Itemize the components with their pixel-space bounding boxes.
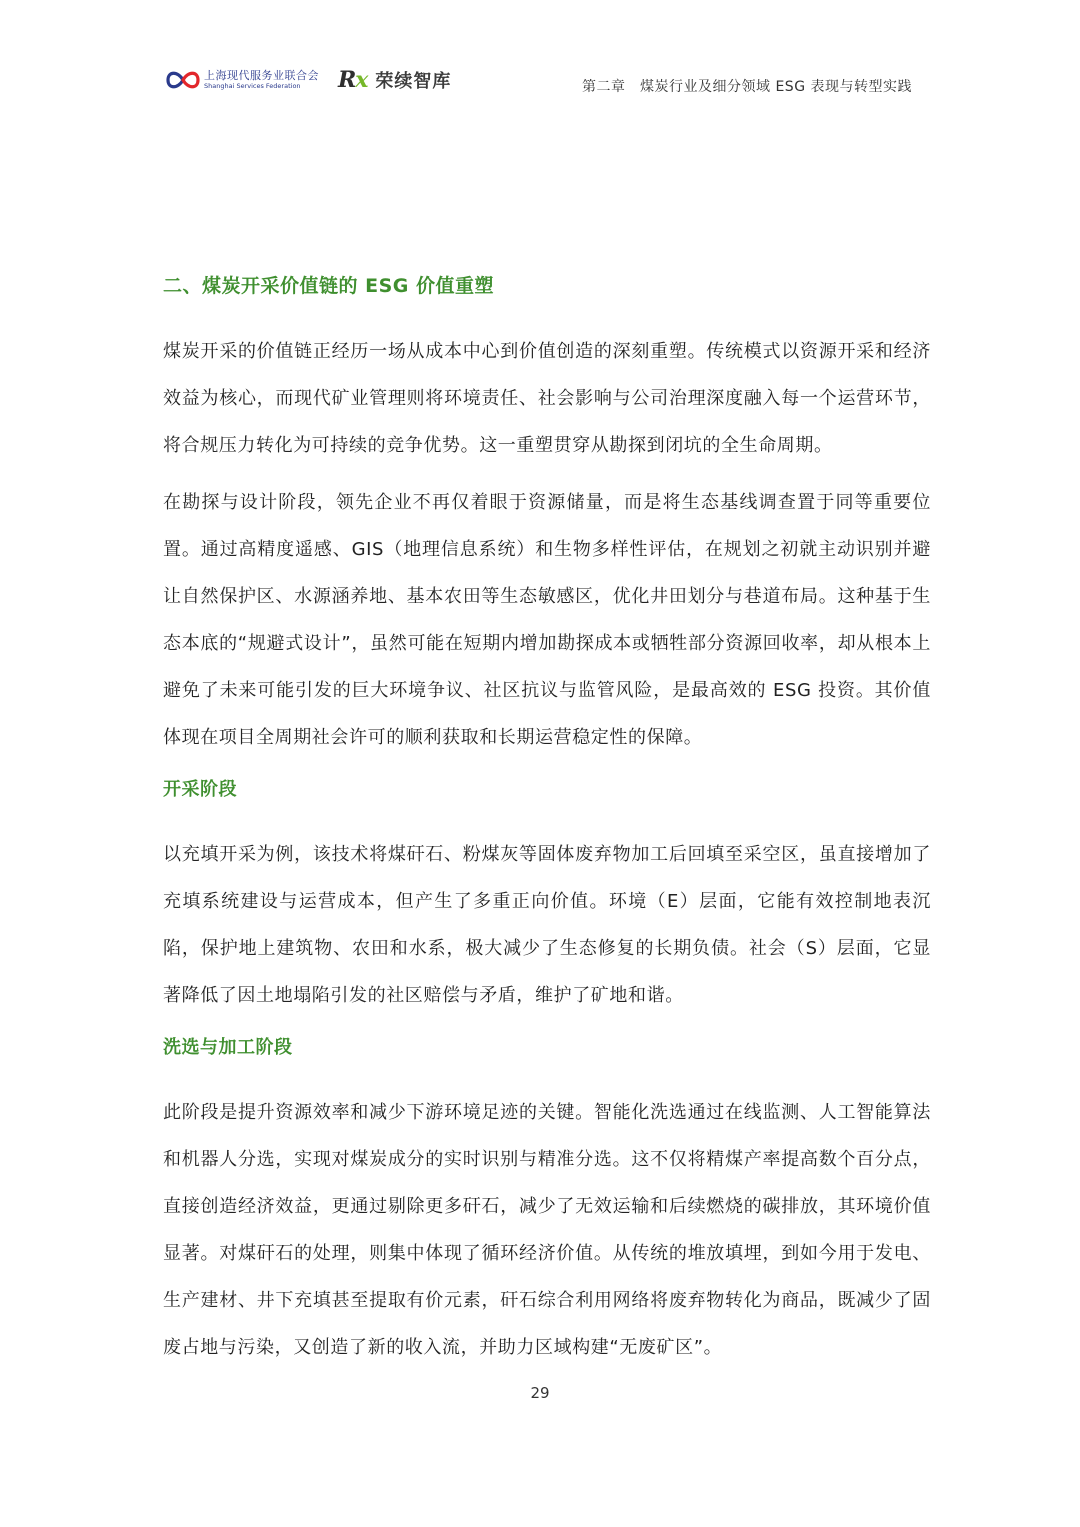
rongxu-logo: [338, 64, 451, 96]
ssf-name-cn: 上海现代服务业联合会: [204, 69, 319, 82]
chapter-title: 第二章 煤炭行业及细分领域 ESG 表现与转型实践: [582, 79, 912, 95]
mining-stage-heading: 开采阶段: [163, 779, 237, 800]
processing-stage-heading: 洗选与加工阶段: [163, 1037, 293, 1058]
intro-paragraph: 煤炭开采的价值链正经历一场从成本中心到价值创造的深刻重塑。传统模式以资源开采和经济效益为核心，而现代矿业管理则将环境责任、社会影响与公司治理深度融入每一个运营环节，将合规压力转化为可持续的竞争优势。这一重塑贯穿从勘探到闭坑的全生命周期。: [163, 341, 931, 456]
rx-logo-icon: Rx: [338, 67, 368, 93]
page-content: [163, 270, 931, 1371]
mining-paragraph: 以充填开采为例，该技术将煤矸石、粉煤灰等固体废弃物加工后回填至采空区，虽直接增加了充填系统建设与运营成本，但产生了多重正向价值。环境（E）层面，它能有效控制地表沉陷，保护地上建筑物、农田和水系，极大减少了生态修复的长期负债。社会（S）层面，它显著降低了因土地塌陷引发的社区赔偿与矛盾，维护了矿地和谐。: [163, 844, 931, 1006]
exploration-paragraph: 在勘探与设计阶段，领先企业不再仅着眼于资源储量，而是将生态基线调查置于同等重要位置。通过高精度遥感、GIS（地理信息系统）和生物多样性评估，在规划之初就主动识别并避让自然保护区、水源涵养地、基本农田等生态敏感区，优化井田划分与巷道布局。这种基于生态本底的“规避式设计”，虽然可能在短期内增加勘探成本或牺牲部分资源回收率，却从根本上避免了未来可能引发的巨大环境争议、社区抗议与监管风险，是最高效的 ESG 投资。其价值体现在项目全周期社会许可的顺利获取和长期运营稳定性的保障。: [163, 492, 931, 748]
ssf-name-en: Shanghai Services Federation: [204, 82, 301, 90]
page-header: [166, 62, 912, 98]
page-number: 29: [530, 1384, 550, 1402]
section-heading: 二、煤炭开采价值链的 ESG 价值重塑: [163, 275, 494, 297]
ssf-logo: [166, 64, 319, 96]
ssf-logo-icon: [166, 67, 200, 93]
processing-paragraph: 此阶段是提升资源效率和减少下游环境足迹的关键。智能化洗选通过在线监测、人工智能算法和机器人分选，实现对煤炭成分的实时识别与精准分选。这不仅将精煤产率提高数个百分点，直接创造经济效益，更通过剔除更多矸石，减少了无效运输和后续燃烧的碳排放，其环境价值显著。对煤矸石的处理，则集中体现了循环经济价值。从传统的堆放填埋，到如今用于发电、生产建材、井下充填甚至提取有价元素，矸石综合利用网络将废弃物转化为商品，既减少了固废占地与污染，又创造了新的收入流，并助力区域构建“无废矿区”。: [163, 1102, 931, 1358]
rongxu-name: 荣续智库: [375, 71, 452, 92]
